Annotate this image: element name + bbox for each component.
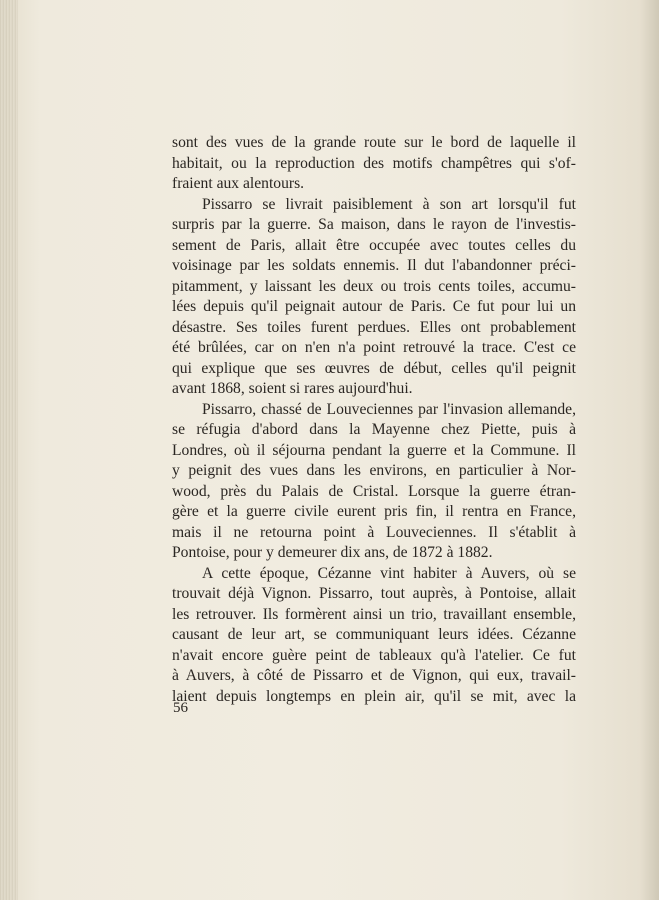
text-line: qui explique que ses œuvres de début, celles qu'il peignit [172,359,576,377]
text-line: Pissarro se livrait paisiblement à son art lorsqu'il fut [202,195,576,213]
text-line: pitamment, y laissant les deux ou trois cents toiles, accumu- [172,277,576,295]
text-line: Londres, où il séjourna pendant la guerre et la Commune. Il [172,441,576,459]
text-line: A cette époque, Cézanne vint habiter à Auvers, où se [202,564,576,582]
text-line: mais il ne retourna point à Louveciennes. Il s'établit à [172,523,576,541]
text-line: Pontoise, pour y demeurer dix ans, de 1872 à 1882. [172,544,493,561]
text-line: n'avait encore guère peint de tableaux qu'à l'atelier. Ce fut [172,646,576,664]
text-line: causant de leur art, se communiquant leurs idées. Cézanne [172,626,576,643]
text-line: y peignit des vues dans les environs, en particulier à Nor- [172,462,576,479]
text-line: fraient aux alentours. [172,175,305,192]
text-line: été brûlées, car on n'en n'a point retrouvé la trace. C'est ce [172,339,576,356]
page-gutter [0,0,18,900]
text-line: lées depuis qu'il peignait autour de Paris. Ce fut pour lui un [172,298,576,315]
text-line: désastre. Ses toiles furent perdues. Elles ont probablement [172,318,576,336]
text-line: gère et la guerre civile eurent pris fin, il rentra en France, [172,503,576,520]
text-line: Pissarro, chassé de Louveciennes par l'invasion allemande, [202,400,576,418]
text-line: se réfugia d'abord dans la Mayenne chez Piette, puis à [172,421,576,438]
text-line: les retrouver. Ils formèrent ainsi un trio, travaillant ensemble, [172,605,576,623]
text-line: sont des vues de la grande route sur le bord de laquelle il [172,134,576,151]
text-line: avant 1868, soient si rares aujourd'hui. [172,380,413,397]
text-line: à Auvers, à côté de Pissarro et de Vignon, qui eux, travail- [172,667,576,684]
page-number: 56 [173,700,188,716]
text-line: trouvait déjà Vignon. Pissarro, tout auprès, à Pontoise, allait [172,585,576,602]
text-line: wood, près du Palais de Cristal. Lorsque la guerre étran- [172,482,576,500]
body-text [172,133,576,707]
text-line: sement de Paris, allait être occupée avec toutes celles du [172,236,576,254]
text-line: surpris par la guerre. Sa maison, dans le rayon de l'investis- [172,216,576,233]
text-line: habitait, ou la reproduction des motifs champêtres qui s'of- [172,154,576,172]
text-line: voisinage par les soldats ennemis. Il dut l'abandonner préci- [172,257,576,274]
text-line: laient depuis longtemps en plein air, qu'il se mit, avec la [172,687,576,705]
